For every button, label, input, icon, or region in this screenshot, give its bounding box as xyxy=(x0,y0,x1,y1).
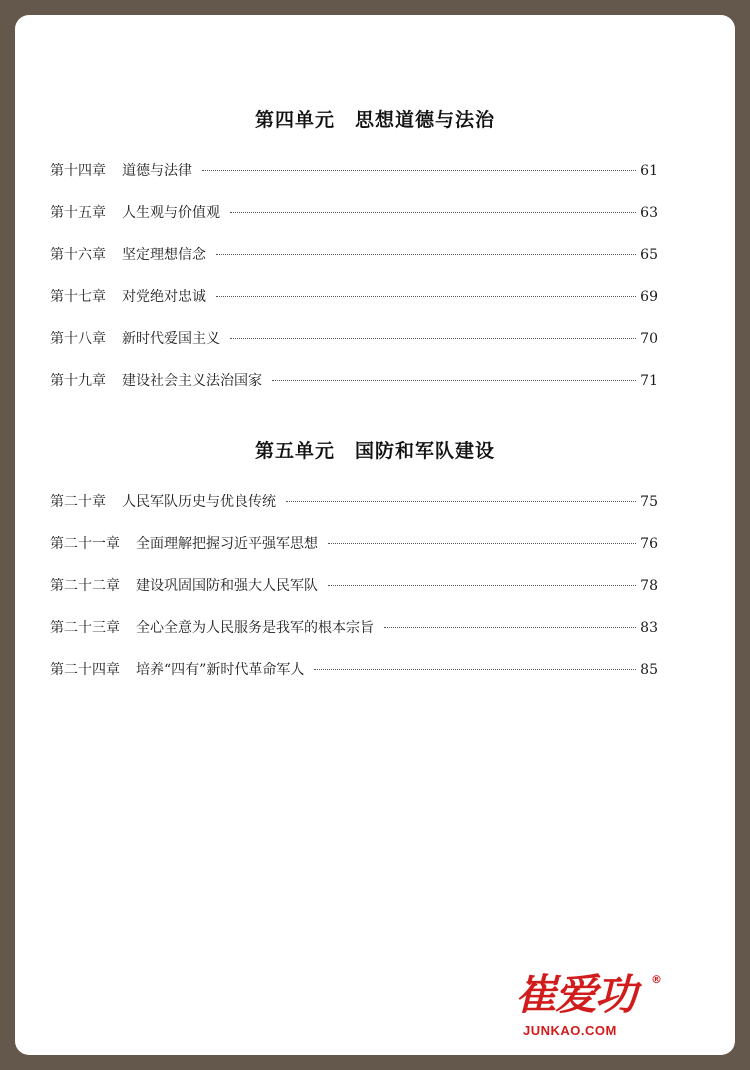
chapter-title: 对党绝对忠诚 xyxy=(122,289,206,305)
dot-leader xyxy=(230,212,636,213)
page-number: 76 xyxy=(640,536,658,552)
chapter-number: 第十六章 xyxy=(50,247,106,263)
chapter-number: 第二十二章 xyxy=(50,578,120,594)
chapter-title: 培养“四有”新时代革命军人 xyxy=(136,662,305,678)
section-title: 第四单元 思想道德与法治 xyxy=(254,109,495,131)
page-number: 71 xyxy=(640,373,658,389)
dot-leader xyxy=(328,585,636,586)
toc-entry[interactable] xyxy=(50,575,658,617)
page-number: 63 xyxy=(640,205,658,221)
chapter-number: 第二十一章 xyxy=(50,536,120,552)
dot-leader xyxy=(202,170,636,171)
registered-mark: ® xyxy=(651,973,662,986)
dot-leader xyxy=(272,380,636,381)
toc-entry[interactable] xyxy=(50,659,658,701)
chapter-number: 第十四章 xyxy=(50,163,106,179)
page-number: 61 xyxy=(640,163,658,179)
chapter-title: 人民军队历史与优良传统 xyxy=(122,494,276,510)
page-number: 85 xyxy=(640,662,658,678)
chapter-number: 第二十四章 xyxy=(50,662,120,678)
toc-entry[interactable] xyxy=(50,617,658,659)
document-page xyxy=(15,15,735,1055)
chapter-title: 建设社会主义法治国家 xyxy=(122,373,262,389)
toc-entry[interactable] xyxy=(50,202,658,244)
dot-leader xyxy=(286,501,636,502)
chapter-title: 人生观与价值观 xyxy=(122,205,220,221)
logo-chinese-text: 崔爱功 xyxy=(515,970,636,1019)
chapter-title: 建设巩固国防和强大人民军队 xyxy=(136,578,318,594)
toc-entry[interactable] xyxy=(50,160,658,202)
toc-entry[interactable] xyxy=(50,533,658,575)
chapter-title: 坚定理想信念 xyxy=(122,247,206,263)
toc-entry[interactable] xyxy=(50,491,658,533)
chapter-number: 第十七章 xyxy=(50,289,106,305)
dot-leader xyxy=(314,669,636,670)
dot-leader xyxy=(384,627,636,628)
dot-leader xyxy=(230,338,636,339)
toc-entry[interactable] xyxy=(50,370,658,412)
chapter-title: 全面理解把握习近平强军思想 xyxy=(136,536,318,552)
page-number: 65 xyxy=(640,247,658,263)
toc-list-unit-4 xyxy=(50,160,658,412)
logo-url-text: JUNKAO.COM xyxy=(523,1023,617,1038)
chapter-number: 第二十三章 xyxy=(50,620,120,636)
page-number: 83 xyxy=(640,620,658,636)
dot-leader xyxy=(216,296,636,297)
dot-leader xyxy=(328,543,636,544)
page-number: 78 xyxy=(640,578,658,594)
chapter-title: 道德与法律 xyxy=(122,163,192,179)
page-number: 70 xyxy=(640,331,658,347)
chapter-number: 第二十章 xyxy=(50,494,106,510)
section-title: 第五单元 国防和军队建设 xyxy=(254,440,495,462)
toc-entry[interactable] xyxy=(50,244,658,286)
chapter-title: 全心全意为人民服务是我军的根本宗旨 xyxy=(136,620,374,636)
toc-entry[interactable] xyxy=(50,328,658,370)
dot-leader xyxy=(216,254,636,255)
page-number: 69 xyxy=(640,289,658,305)
chapter-title: 新时代爱国主义 xyxy=(122,331,220,347)
junkao-logo xyxy=(515,970,665,1043)
page-number: 75 xyxy=(640,494,658,510)
chapter-number: 第十五章 xyxy=(50,205,106,221)
toc-list-unit-5 xyxy=(50,491,658,701)
chapter-number: 第十九章 xyxy=(50,373,106,389)
toc-entry[interactable] xyxy=(50,286,658,328)
chapter-number: 第十八章 xyxy=(50,331,106,347)
